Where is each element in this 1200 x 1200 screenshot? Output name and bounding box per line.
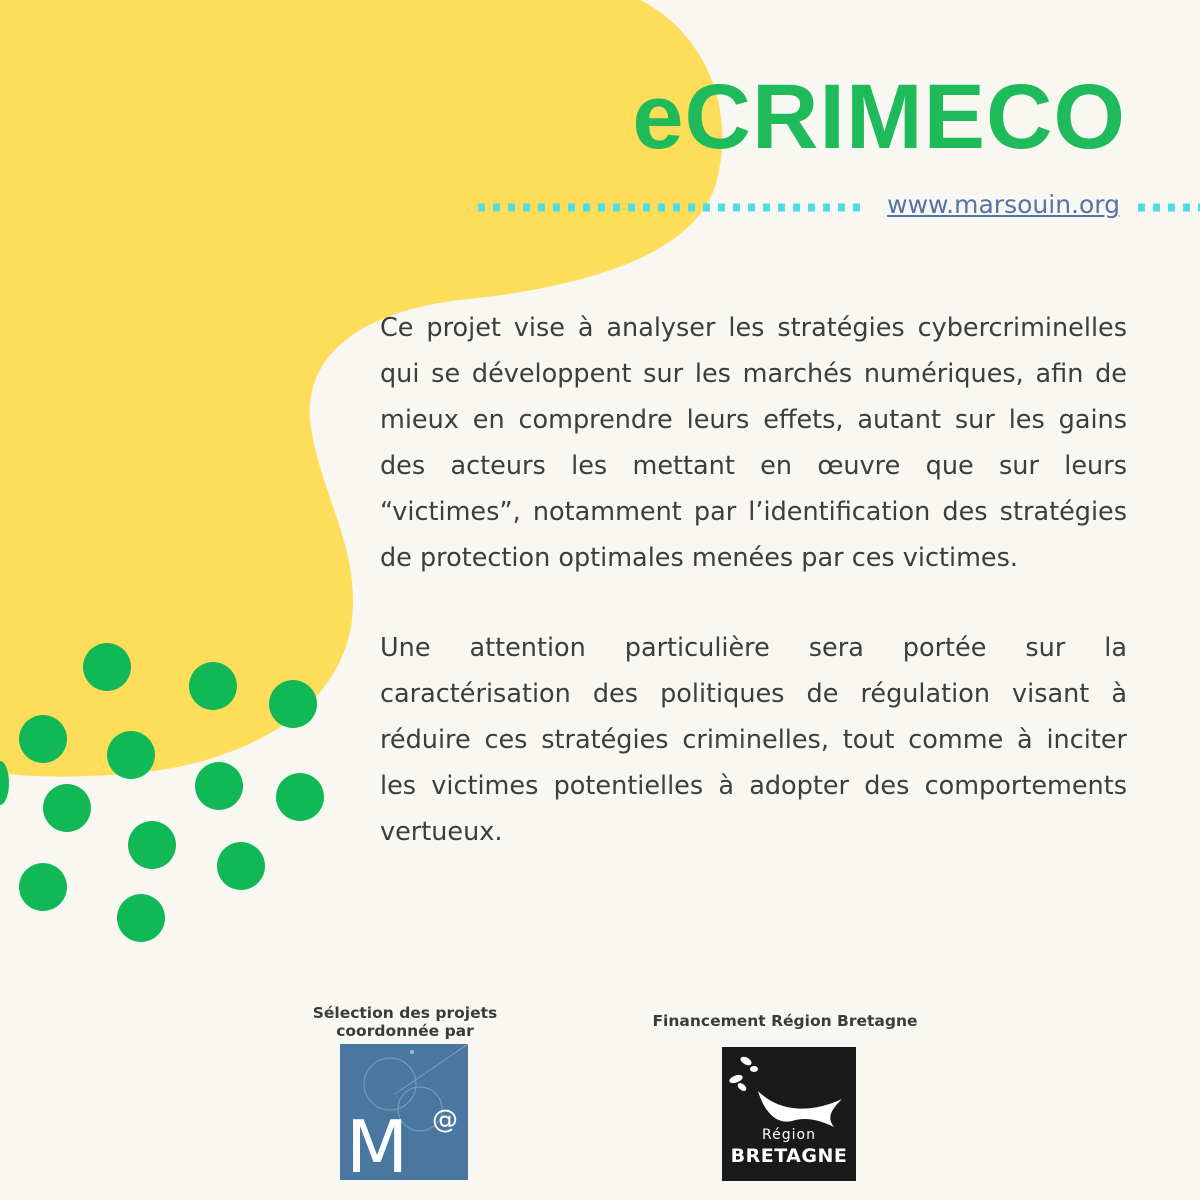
description-paragraph-1: Ce projet vise à analyser les stratégies cybercriminelles qui se développent sur les marchés numériques, afin de mieux en comprendre leurs effets, autant sur les gains des acteurs les mettant en œuvre que sur leurs “victimes”, notamment par l’identification des stratégies de protection optimales menées par ces victimes. [380, 313, 1127, 573]
green-dot [276, 773, 324, 821]
green-dot [83, 643, 131, 691]
green-dot [43, 784, 91, 832]
project-title: eCRIMECO [632, 66, 1126, 168]
green-dot [0, 761, 9, 805]
green-dot [269, 680, 317, 728]
green-dot [195, 762, 243, 810]
dotted-divider-left [478, 203, 866, 212]
marsouin-logo-at-symbol: @ [432, 1105, 458, 1135]
green-dot [19, 863, 67, 911]
project-description [380, 305, 1127, 855]
website-link[interactable]: www.marsouin.org [883, 190, 1124, 220]
dotted-divider-right [1138, 203, 1200, 212]
marsouin-logo-letter: M [346, 1105, 409, 1180]
region-bretagne-logo [722, 1047, 856, 1181]
selection-label: Sélection des projets coordonnée par [312, 1004, 498, 1040]
green-dot [189, 662, 237, 710]
region-bretagne-logo-line1: Région [762, 1127, 816, 1143]
green-dot [19, 715, 67, 763]
marsouin-logo [340, 1044, 468, 1180]
region-bretagne-logo-line2: BRETAGNE [730, 1145, 848, 1167]
green-dot [107, 731, 155, 779]
green-dot [217, 842, 265, 890]
green-dot [117, 894, 165, 942]
green-dot [128, 821, 176, 869]
description-paragraph-2: Une attention particulière sera portée sur la caractérisation des politiques de régulation visant à réduire ces stratégies criminelles, tout comme à inciter les victimes potentielles à adopter des comportements vertueux. [380, 633, 1127, 847]
funding-label: Financement Région Bretagne [652, 1012, 918, 1030]
